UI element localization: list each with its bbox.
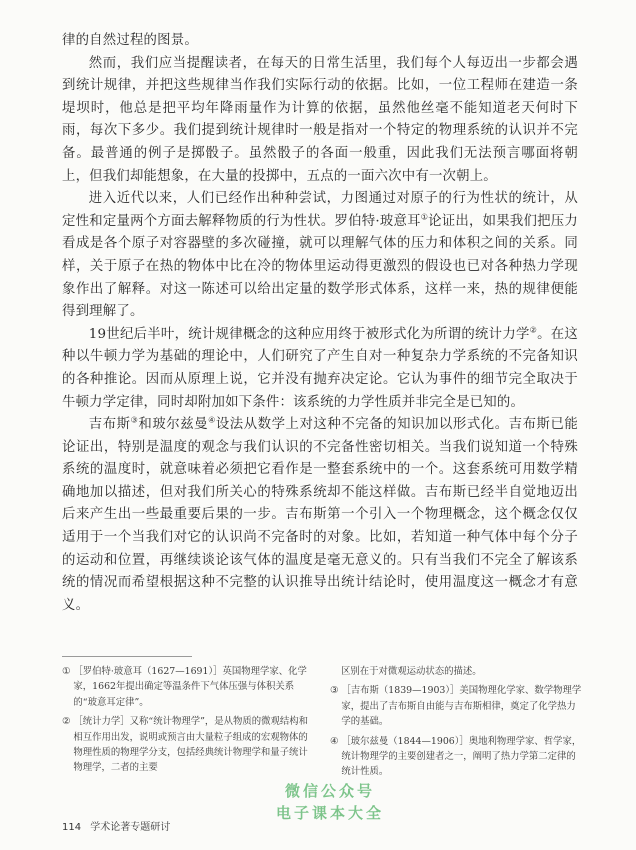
paragraph-text: 19世纪后半叶，统计规律概念的这种应用终于被形式化为所谓的统计力学 (88, 326, 530, 342)
paragraph-statistical-laws: 然而，我们应当提醒读者，在每天的日常生活里，我们每个人每迈出一步都会遇到统计规律，并把这些规律当作我们实际行动的依据。比如，一位工程师在建造一条堤坝时，他总是把平均年降雨量作为计算的依据，虽然他丝毫不能知道老天何时下雨，每次下多少。我们提到统计规律时一般是指对一个特定的物理系统的认识并不完备。最普通的例子是掷骰子。虽然骰子的各面一般重，因此我们无法预言哪面将朝上，但我们却能想象，在大量的投掷中，五点的一面六次中有一次朝上。 (62, 55, 578, 184)
paragraph-continuation: 律的自然过程的图景。 (62, 33, 198, 48)
paragraph-gibbs-boltzmann (62, 414, 578, 617)
footnote-text: ［统计力学］又称“统计物理学”，是从物质的微观结构和相互作用出发，说明或预言由大量粒子组成的宏观物体的物理性质的物理学分支，包括经典统计物理学和量子统计物理学，二者的主要 (73, 716, 308, 774)
watermark-line-2: 电子课本大全 (275, 804, 384, 822)
paragraph-text: 进入近代以来，人们已经作出种种尝试，力图通过对原子的行为性状的统计，从定性和定量两个方面去解释物质的行为性状。罗伯特·玻意耳 (62, 191, 578, 229)
footnote-text: ［罗伯特·玻意耳（1627—1691）］英国物理学家、化学家，1662年提出确定等温条件下气体压强与体积关系的“玻意耳定律”。 (73, 666, 307, 708)
footnote-divider (62, 656, 192, 657)
paragraph-atomic-statistics (62, 188, 578, 324)
book-title: 学术论著专题研讨 (90, 822, 171, 833)
footnote-ref-1[interactable]: ① (420, 212, 429, 222)
footnote-text: 区别在于对微观运动状态的描述。 (341, 666, 482, 677)
paragraph-text: 论证出，如果我们把压力看成是各个原子对容器壁的多次碰撞，就可以理解气体的压力和体积之间的关系。同样，关于原子在热的物体中比在冷的物体里运动得更激烈的假设也已对各种热力学现象作出了解释。对这一陈述可以给出定量的数学形式体系，这样一来，热的规律便能得到理解了。 (62, 213, 579, 320)
watermark-line-1: 微信公众号 (284, 782, 375, 800)
page-number: 114 (62, 822, 82, 833)
footnotes (62, 664, 584, 784)
footnote-mark: ① (62, 666, 71, 677)
footnote-1 (62, 664, 316, 710)
paragraph-text: 和玻尔兹曼 (138, 417, 209, 433)
footnote-2 (62, 714, 316, 776)
footnote-4 (330, 734, 584, 780)
paragraph-text: 。在这种以牛顿力学为基础的理论中，人们研究了产生自对一种复杂力学系统的不完备知识的各种推论。因而从原理上说，它并没有抛弃决定论。它认为事件的细节完全取决于牛顿力学定律，同时却附加如下条件：该系统的力学性质并非完全是已知的。 (62, 326, 578, 410)
body-text (62, 30, 578, 617)
footnote-mark: ② (62, 716, 71, 728)
footnote-2-continued (330, 664, 584, 679)
footnotes-right-column (330, 664, 584, 784)
footnote-ref-3[interactable]: ③ (130, 415, 139, 425)
page-footer (62, 818, 170, 833)
footnote-ref-2[interactable]: ② (529, 325, 538, 335)
watermark (250, 780, 410, 824)
paragraph-text: 吉布斯 (88, 417, 131, 433)
footnote-text: ［吉布斯（1839—1903）］美国物理化学家、数学物理学家，提出了吉布斯自由能与吉布斯相律，奠定了化学热力学的基础。 (341, 685, 582, 728)
paragraph-text: 设法从数学上对这种不完备的知识加以形式化。吉布斯已能论证出，特别是温度的观念与我们认识的不完备性密切相关。当我们说知道一个特殊系统的温度时，就意味着必须把它看作是一整套系统中的一个。这套系统可用数学精确地加以描述，但对我们所关心的特殊系统却不能这样做。吉布斯已经半自觉地迈出后来产生出一些最重要后果的一步。吉布斯第一个引入一个物理概念，这个概念仅仅适用于一个当我们对它的认识尚不完备时的对象。比如，若知道一种气体中每个分子的运动和位置，再继续谈论该气体的温度是毫无意义的。只有当我们不完全了解该系统的情况而希望根据这种不完整的认识推导出统计结论时，使用温度这一概念才有意义。 (62, 417, 579, 613)
footnote-ref-4[interactable]: ④ (208, 415, 216, 425)
footnote-mark: ④ (330, 735, 339, 747)
footnote-mark: ③ (330, 685, 339, 697)
paragraph-statistical-mechanics (62, 324, 578, 414)
footnote-3 (330, 683, 584, 729)
footnotes-left-column (62, 664, 316, 784)
footnote-text: ［玻尔兹曼（1844—1906）］奥地利物理学家、哲学家，统计物理学的主要创建者之一，阐明了热力学第二定律的统计性质。 (341, 735, 582, 778)
